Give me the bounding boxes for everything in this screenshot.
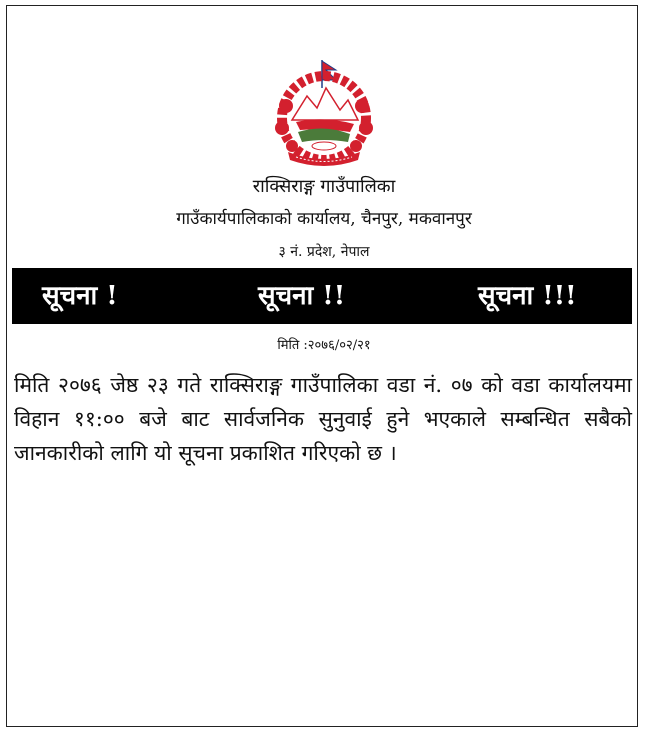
notice-word-2: सूचना !! — [258, 281, 346, 311]
notice-word-3: सूचना !!! — [478, 281, 577, 311]
province-line: ३ नं. प्रदेश, नेपाल — [278, 244, 370, 260]
notice-word-1: सूचना ! — [42, 281, 118, 311]
nepal-emblem-icon — [262, 58, 386, 166]
notice-body: मिति २०७६ जेष्ठ २३ गते राक्सिराङ्ग गाउँपालिका वडा नं. ०७ को वडा कार्यालयमा विहान ११:०० बजे बाट सार्वजनिक सुनुवाई हुने भएकाले सम्बन्धित सबैको जानकारीको लागि यो सूचना प्रकाशित गरिएको छ । — [14, 373, 632, 465]
municipality-name: राक्सिराङ्ग गाउँपालिका — [252, 176, 396, 197]
office-address: गाउँकार्यपालिकाको कार्यालय, चैनपुर, मकवानपुर — [176, 209, 472, 229]
notice-banner — [12, 268, 632, 324]
notice-date: मिति :२०७६/०२/२१ — [277, 338, 371, 353]
